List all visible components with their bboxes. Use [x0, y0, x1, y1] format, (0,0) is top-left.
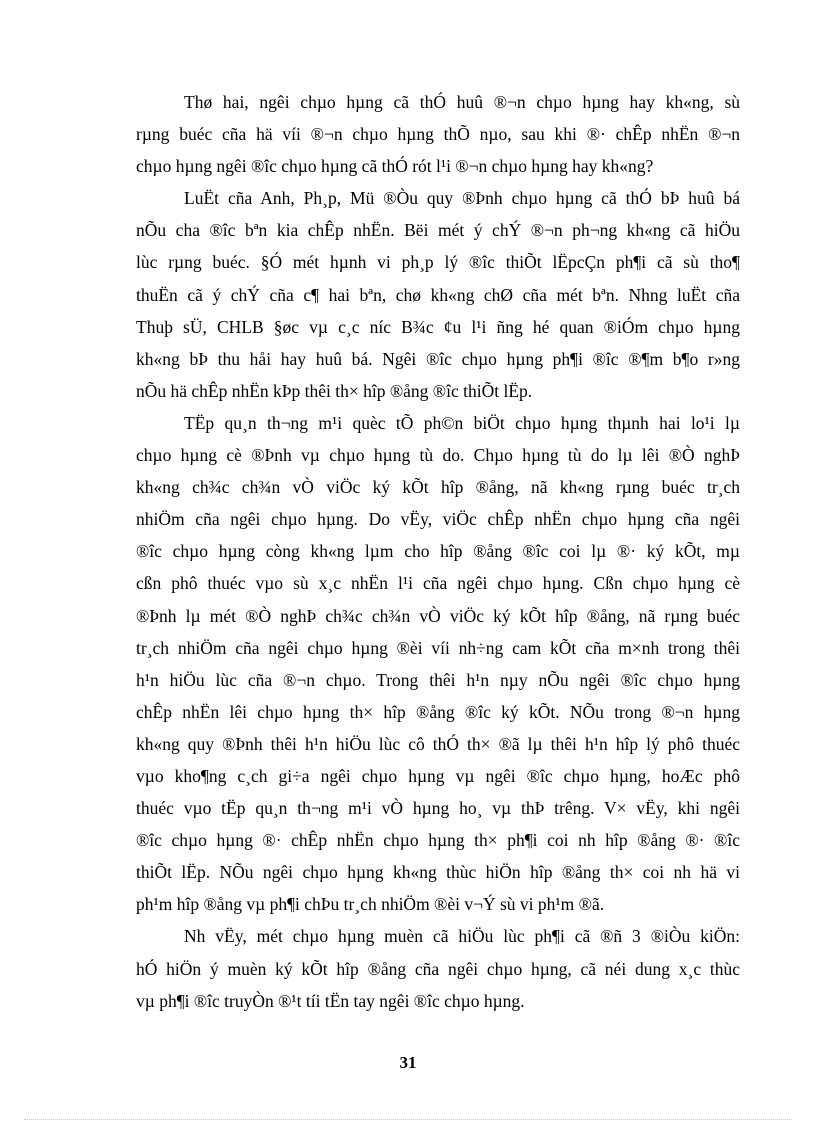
page-number: 31: [399, 1053, 417, 1072]
text-line: Thuþ sÜ, CHLB §øc vµ c¸c níc B¾c ¢u l¹i ñng hé quan ®iÓm chµo hµng: [136, 316, 740, 337]
text-line: vµo kho¶ng c¸ch gi÷a ngêi chµo hµng vµ ngêi ®îc chµo hµng, hoÆc phô: [136, 765, 740, 786]
text-line: Nh vËy, mét chµo hµng muèn cã hiÖu lùc ph¶i cã ®ñ 3 ®iÒu kiÖn:: [184, 926, 740, 947]
text-line: tr¸ch nhiÖm cña ngêi chµo hµng ®èi víi nh÷ng cam kÕt cña m×nh trong thêi: [136, 637, 740, 658]
text-line: h¹n hiÖu lùc cña ®¬n chµo. Trong thêi h¹n nµy nÕu ngêi ®îc chµo hµng: [136, 669, 740, 690]
text-line: nhiÖm cña ngêi chµo hµng. Do vËy, viÖc chÊp nhËn chµo hµng cña ngêi: [136, 509, 740, 530]
text-line: ®îc chµo hµng còng kh«ng lµm cho hîp ®ång ®îc coi lµ ®· ký kÕt, mµ: [136, 541, 740, 562]
text-line: ®îc chµo hµng ®· chÊp nhËn chµo hµng th× ph¶i coi nh hîp ®ång ®· ®îc: [136, 830, 740, 851]
text-line: chµo hµng ngêi ®îc chµo hµng cã thÓ rót l¹i ®¬n chµo hµng hay kh«ng?: [136, 156, 654, 177]
text-line: LuËt cña Anh, Ph¸p, Mü ®Òu quy ®Þnh chµo hµng cã thÓ bÞ huû bá: [184, 188, 740, 209]
text-line: nÕu hä chÊp nhËn kÞp thêi th× hîp ®ång ®îc thiÕt lËp.: [136, 380, 533, 401]
text-line: thuËn cã ý chÝ cña c¶ hai bªn, chø kh«ng chØ cña mét bªn. Nhng luËt cña: [136, 284, 740, 305]
text-line: Thø hai, ngêi chµo hµng cã thÓ huû ®¬n chµo hµng hay kh«ng, sù: [184, 92, 740, 112]
text-line: ph¹m hîp ®ång vµ ph¶i chÞu tr¸ch nhiÖm ®èi v¬Ý sù vi ph¹m ®ã.: [136, 894, 605, 915]
page-bottom-divider: [24, 1119, 792, 1120]
text-line: lùc rµng buéc. §Ó mét hµnh vi ph¸p lý ®îc thiÕt lËpcÇn ph¶i cã sù tho¶: [136, 252, 740, 273]
text-line: chµo hµng cè ®Þnh vµ chµo hµng tù do. Chµo hµng tù do lµ lêi ®Ò nghÞ: [136, 445, 740, 466]
body-text: [136, 86, 740, 1017]
text-line: chÊp nhËn lêi chµo hµng th× hîp ®ång ®îc ký kÕt. NÕu trong ®¬n hµng: [136, 701, 740, 722]
text-line: rµng buéc cña hä víi ®¬n chµo hµng thÕ nµo, sau khi ®· chÊp nhËn ®¬n: [136, 124, 740, 145]
text-line: cßn phô thuéc vµo sù x¸c nhËn l¹i cña ngêi chµo hµng. Cßn chµo hµng cè: [136, 573, 740, 594]
text-line: TËp qu¸n th¬ng m¹i quèc tÕ ph©n biÖt chµo hµng thµnh hai lo¹i lµ: [184, 412, 740, 433]
text-line: thiÕt lËp. NÕu ngêi chµo hµng kh«ng thùc hiÖn hîp ®ång th× coi nh hä vi: [136, 862, 740, 883]
text-line: thuéc vµo tËp qu¸n th¬ng m¹i vÒ hµng ho¸ vµ thÞ trêng. V× vËy, khi ngêi: [136, 798, 740, 819]
text-line: kh«ng quy ®Þnh thêi h¹n hiÖu lùc cô thÓ th× ®ã lµ thêi h¹n hîp lý phô thuéc: [136, 733, 740, 754]
text-line: kh«ng bÞ thu håi hay huû bá. Ngêi ®îc chµo hµng ph¶i ®îc ®¶m b¶o r»ng: [136, 348, 740, 369]
text-line: ®Þnh lµ mét ®Ò nghÞ ch¾c ch¾n vÒ viÖc ký kÕt hîp ®ång, nã rµng buéc: [136, 605, 740, 626]
text-line: hÓ hiÖn ý muèn ký kÕt hîp ®ång cña ngêi chµo hµng, cã néi dung x¸c thùc: [136, 958, 740, 979]
text-line: kh«ng ch¾c ch¾n vÒ viÖc ký kÕt hîp ®ång, nã kh«ng rµng buéc tr¸ch: [136, 477, 740, 498]
text-line: vµ ph¶i ®îc truyÒn ®¹t tíi tËn tay ngêi ®îc chµo hµng.: [136, 990, 525, 1011]
text-line: nÕu cha ®îc bªn kia chÊp nhËn. Bëi mét ý chÝ ®¬n ph¬ng kh«ng cã hiÖu: [136, 220, 740, 241]
